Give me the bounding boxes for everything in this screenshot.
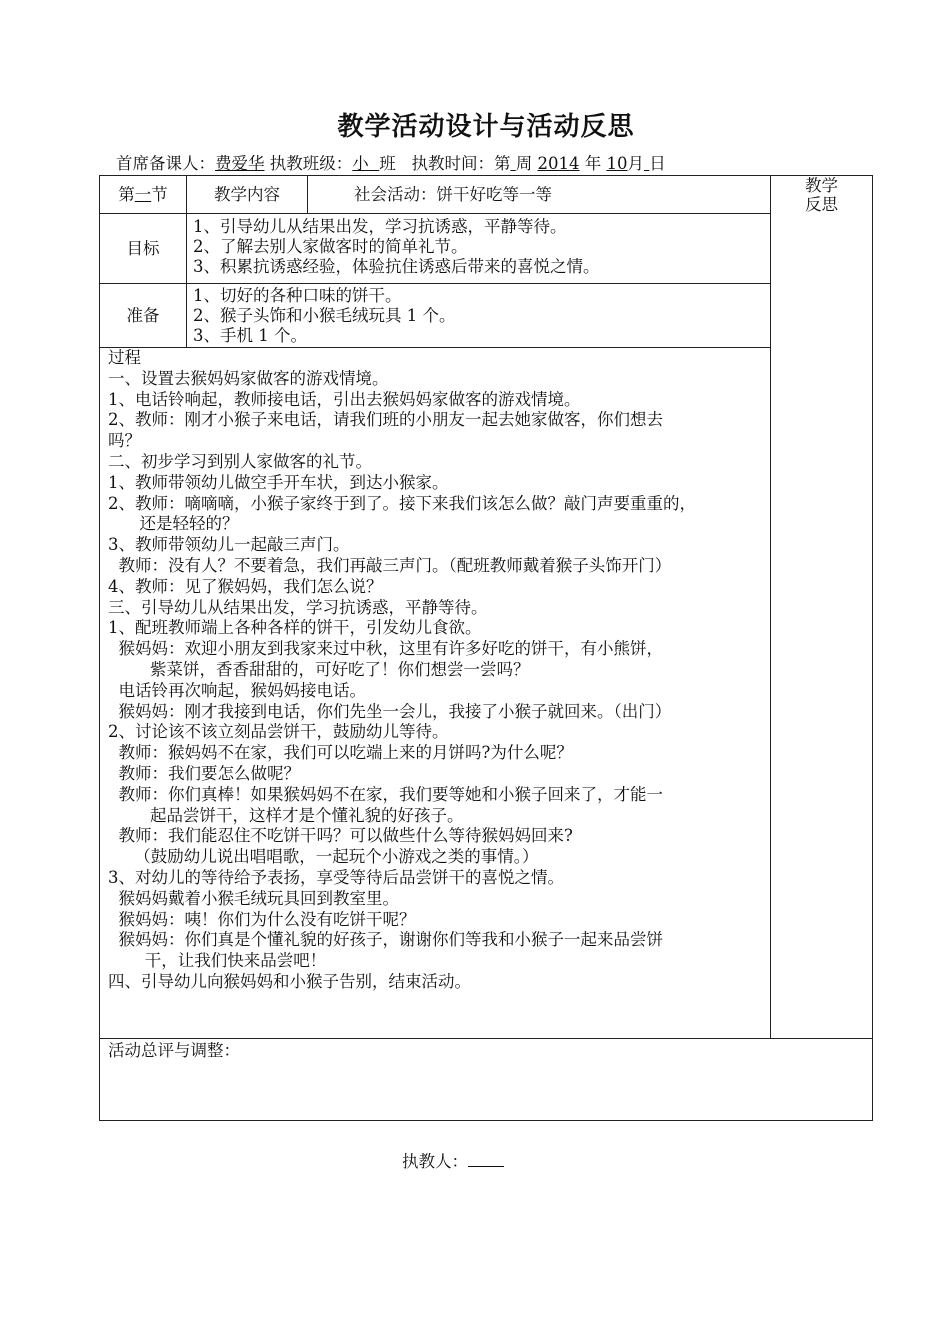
class-suffix: 班: [379, 154, 396, 173]
process-line: 猴妈妈：咦！你们为什么没有吃饼干呢？: [108, 909, 416, 929]
prep-item: 2、猴子头饰和小猴毛绒玩具 1 个。: [193, 306, 456, 325]
process-line: 干，让我们快来品尝吧！: [108, 951, 327, 971]
process-line: 电话铃再次响起，猴妈妈接电话。: [108, 680, 366, 700]
process-line: 3、对幼儿的等待给予表扬，享受等待后品尝饼干的喜悦之情。: [108, 867, 564, 887]
goals-row-divider: [99, 283, 771, 284]
goals-label: 目标: [126, 239, 160, 258]
time-label: 执教时间：第: [411, 154, 511, 173]
table-border-top: [99, 175, 873, 176]
teacher-signature: [402, 1148, 504, 1172]
preparer-name: 费爱华: [215, 154, 265, 173]
class-value: 小: [352, 154, 369, 173]
summary-label: 活动总评与调整：: [108, 1041, 240, 1060]
process-line: （鼓励幼儿说出唱唱歌，一起玩个小游戏之类的事情。）: [108, 847, 539, 867]
goals-list: [193, 217, 600, 277]
table-border-right: [872, 175, 873, 1121]
day-label: 日: [649, 154, 666, 173]
page-title: 教学活动设计与活动反思: [337, 112, 635, 142]
goal-item: 1、引导幼儿从结果出发，学习抗诱惑，平静等待。: [193, 217, 567, 236]
summary-row-divider: [99, 1038, 873, 1039]
prep-list: [193, 286, 456, 346]
process-line: 过程: [108, 348, 141, 367]
process-line: 2、教师：嘀嘀嘀，小猴子家终于到了。接下来我们该怎么做？敲门声要重重的，: [108, 493, 696, 513]
process-line: 1、教师带领幼儿做空手开车状，到达小猴家。: [108, 472, 449, 492]
goal-item: 3、积累抗诱惑经验，体验抗住诱惑后带来的喜悦之情。: [193, 257, 600, 276]
process-line: 教师：你们真棒！如果猴妈妈不在家，我们要等她和小猴子回来了，才能一: [108, 784, 663, 804]
process-line: 教师：没有人？不要着急，我们再敲三声门。（配班教师戴着猴子头饰开门）: [108, 555, 672, 575]
goal-item: 2、了解去别人家做客时的简单礼节。: [193, 237, 468, 256]
reflection-divider: [770, 175, 771, 1038]
process-line: 三、引导幼儿从结果出发，学习抗诱惑，平静等待。: [108, 597, 488, 617]
month-label: 月: [627, 154, 644, 173]
year-value: 2014: [537, 154, 580, 173]
content-label: 教学内容: [214, 185, 280, 204]
week-label: 周: [515, 154, 533, 173]
process-line: 猴妈妈戴着小猴毛绒玩具回到教室里。: [108, 888, 399, 908]
prep-item: 1、切好的各种口味的饼干。: [193, 286, 402, 305]
process-line: 二、初步学习到别人家做客的礼节。: [108, 451, 372, 471]
process-line: 吗？: [108, 431, 141, 451]
header-row-divider: [99, 213, 771, 214]
table-border-bottom: [99, 1120, 873, 1121]
teacher-label: 执教人：: [402, 1152, 468, 1171]
reflection-header: 教学 反思: [805, 176, 838, 214]
process-line: 起品尝饼干，这样才是个懂礼貌的好孩子。: [108, 805, 464, 825]
process-line: 2、教师：刚才小猴子来电话，请我们班的小朋友一起去她家做客，你们想去: [108, 410, 663, 430]
meta-line: [116, 150, 666, 174]
process-line: 教师：猴妈妈不在家，我们可以吃端上来的月饼吗?为什么呢？: [108, 743, 573, 763]
content-value: 社会活动：饼干好吃等一等: [354, 185, 552, 204]
year-label: 年: [584, 154, 602, 173]
process-line: 1、配班教师端上各种各样的饼干，引发幼儿食欲。: [108, 618, 482, 638]
section-number: 第一节: [118, 185, 168, 204]
class-label: 执教班级：: [269, 154, 353, 173]
process-line: 2、讨论该不该立刻品尝饼干，鼓励幼儿等待。: [108, 722, 449, 742]
prep-label: 准备: [126, 306, 160, 325]
process-line: 猴妈妈：刚才我接到电话，你们先坐一会儿，我接了小猴子就回来。（出门）: [108, 701, 672, 721]
process-line: 3、教师带领幼儿一起敲三声门。: [108, 535, 350, 555]
month-value: 10: [606, 154, 628, 173]
process-line: 猴妈妈：欢迎小朋友到我家来过中秋，这里有许多好吃的饼干，有小熊饼，: [108, 639, 663, 659]
prep-item: 3、手机 1 个。: [193, 326, 307, 345]
preparer-label: 首席备课人：: [116, 154, 215, 173]
process-line: 教师：我们要怎么做呢？: [108, 763, 300, 783]
process-line: 一、设置去猴妈妈家做客的游戏情境。: [108, 368, 389, 388]
process-line: 猴妈妈：你们真是个懂礼貌的好孩子，谢谢你们等我和小猴子一起来品尝饼: [108, 930, 663, 950]
process-section: [108, 348, 696, 993]
process-line: 1、电话铃响起，教师接电话，引出去猴妈妈家做客的游戏情境。: [108, 389, 581, 409]
process-line: 紫菜饼，香香甜甜的，可好吃了！你们想尝一尝吗？: [108, 659, 530, 679]
teacher-blank: [468, 1152, 504, 1167]
process-line: 教师：我们能忍住不吃饼干吗？可以做些什么等待猴妈妈回来?: [108, 826, 573, 846]
process-line: 4、教师：见了猴妈妈，我们怎么说？: [108, 576, 383, 596]
process-line: 四、引导幼儿向猴妈妈和小猴子告别，结束活动。: [108, 971, 471, 991]
process-line: 还是轻轻的？: [108, 514, 239, 534]
content-col-divider: [307, 175, 308, 214]
